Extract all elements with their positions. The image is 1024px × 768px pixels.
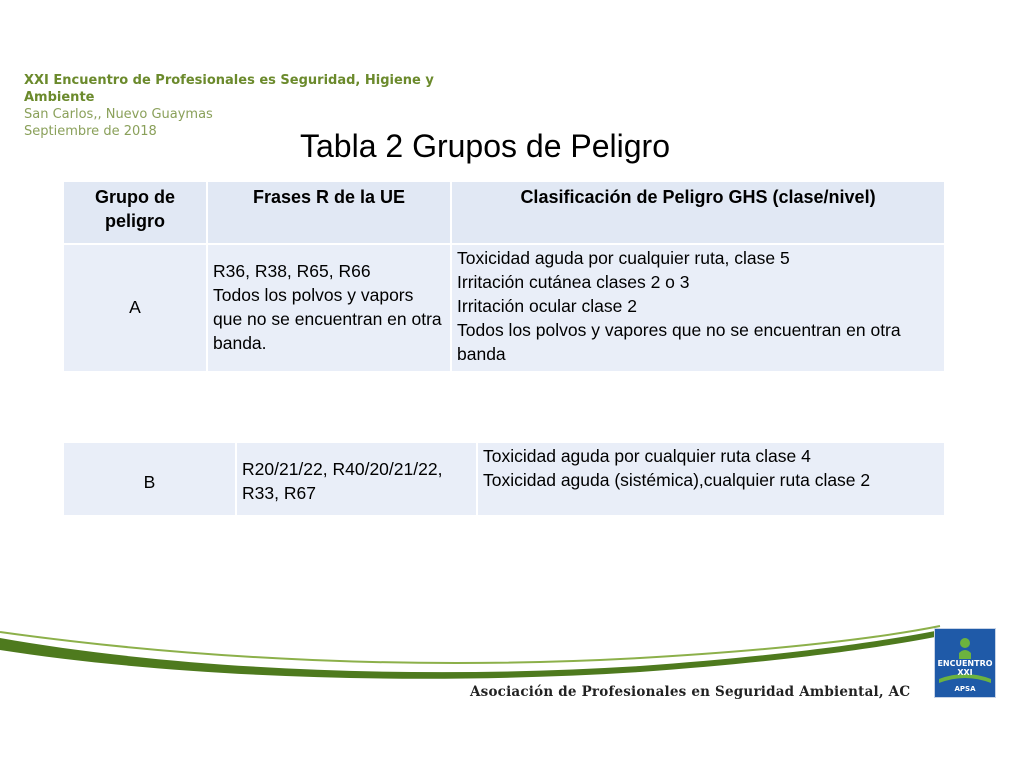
phrases-list xyxy=(208,245,450,355)
table-header-row xyxy=(64,182,944,245)
phrase-line: Todos los polvos y vapors que no se encuentran en otra banda. xyxy=(213,285,442,353)
column-header-phrases: Frases R de la UE xyxy=(208,182,452,245)
phrase-line: R36, R38, R65, R66 xyxy=(213,261,371,281)
event-date: Septiembre de 2018 xyxy=(24,124,157,139)
hazard-table-b xyxy=(64,443,944,517)
classification-line: Irritación cutánea clases 2 o 3 xyxy=(457,272,690,292)
column-header-group: Grupo de peligro xyxy=(64,182,208,245)
classification-list xyxy=(452,245,944,366)
hazard-table-a xyxy=(64,182,944,373)
table-row xyxy=(64,443,944,517)
classification-line: Toxicidad aguda por cualquier ruta clase 4 xyxy=(483,446,811,466)
table-row xyxy=(64,245,944,373)
classification-line: Todos los polvos y vapores que no se encuentran en otra banda xyxy=(457,320,901,364)
footer-association: Asociación de Profesionales en Seguridad Ambiental, AC xyxy=(470,684,911,700)
group-value: A xyxy=(129,297,141,317)
group-cell xyxy=(64,245,208,373)
classification-list xyxy=(478,443,944,492)
classification-line: Toxicidad aguda por cualquier ruta, clase 5 xyxy=(457,248,790,268)
phrases-cell xyxy=(237,443,478,517)
green-wave-decoration xyxy=(0,600,1024,680)
classification-cell xyxy=(452,245,944,373)
phrases-cell xyxy=(208,245,452,373)
event-title: XXI Encuentro de Profesionales es Seguridad, Higiene y Ambiente xyxy=(24,73,434,105)
column-header-classification: Clasificación de Peligro GHS (clase/nivel) xyxy=(452,182,944,245)
classification-line: Irritación ocular clase 2 xyxy=(457,296,637,316)
group-value: B xyxy=(143,472,156,492)
phrases-value: R20/21/22, R40/20/21/22, R33, R67 xyxy=(242,459,443,503)
logo-bottom-text: APSA xyxy=(954,685,976,693)
group-cell xyxy=(64,443,237,517)
classification-cell xyxy=(478,443,944,517)
page-title: Tabla 2 Grupos de Peligro xyxy=(300,128,670,164)
classification-line: Toxicidad aguda (sistémica),cualquier ruta clase 2 xyxy=(483,470,871,490)
logo-top-text: ENCUENTRO XXI xyxy=(937,659,993,677)
encuentro-logo xyxy=(934,628,996,698)
event-location: San Carlos,, Nuevo Guaymas xyxy=(24,107,213,122)
